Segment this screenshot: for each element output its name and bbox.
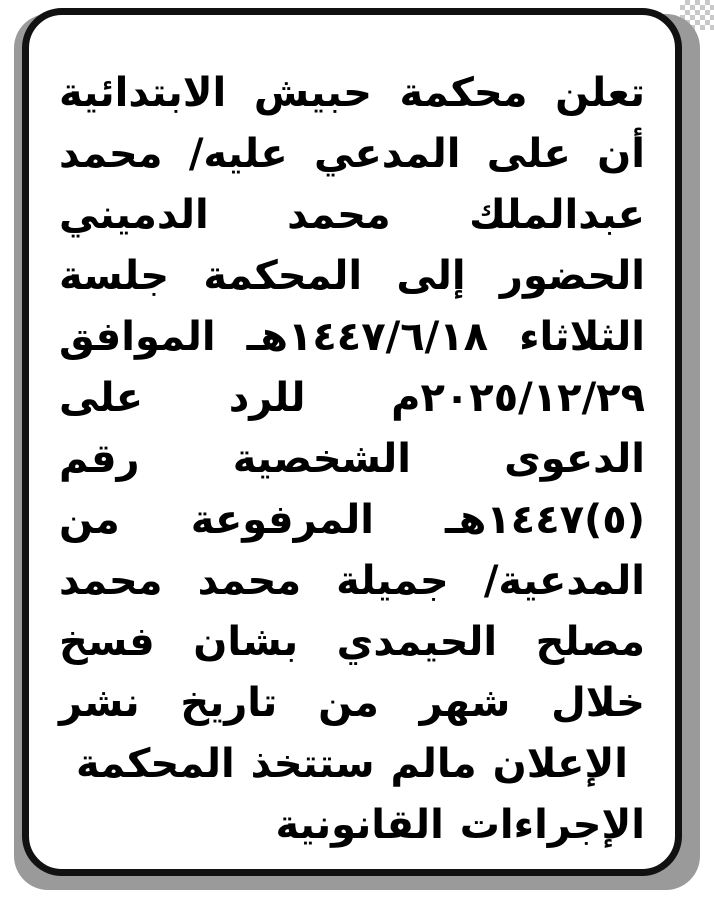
notice-paragraph: تعلن محكمة حبيش الابتدائية أن على المدعي عليه/ محمد عبدالملك محمد الدميني الحضور إلى المحكمة جلسة الثلاثاء ١٤٤٧/٦/١٨هـ الموافق ٢٠٢٥/١٢/٢٩م للرد على الدعوى الشخصية رقم (٥)١٤٤٧هـ المرفوعة من المدعية/ جميلة محمد محمد مصلح الحيمدي بشان فسخ خلال شهر من تاريخ نشر الإعلان مالم ستتخذ المحكمة <box>59 70 645 787</box>
notice-closing-line: الإجراءات القانونية <box>275 802 645 848</box>
court-notice-card <box>22 8 682 876</box>
notice-body <box>29 63 675 856</box>
